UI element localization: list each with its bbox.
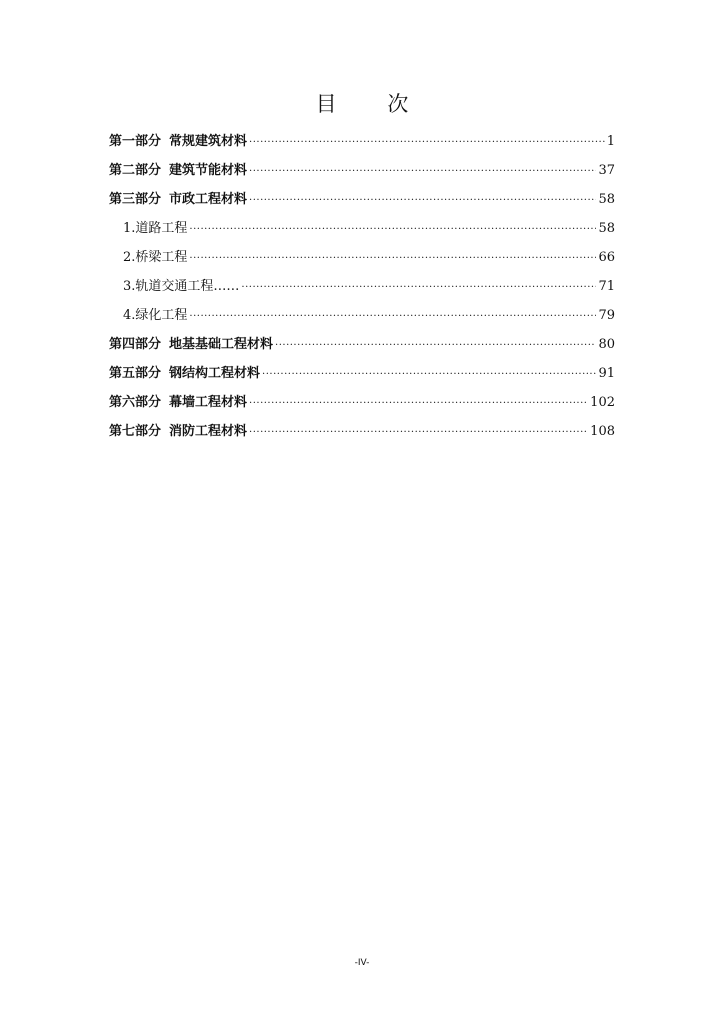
dot-leader (262, 364, 596, 377)
toc-entry-title: 2.桥梁工程 (123, 250, 188, 265)
toc-page-number: 58 (598, 192, 615, 207)
toc-page-number: 102 (590, 395, 615, 410)
toc-page-number: 80 (598, 337, 615, 352)
toc-entry-title: 常规建筑材料 (169, 134, 248, 149)
toc-page-number: 79 (598, 308, 615, 323)
toc-entry-title: 4.绿化工程 (123, 308, 188, 323)
dot-leader (249, 161, 596, 174)
toc-part-number: 第一部分 (109, 134, 162, 149)
toc-part-number: 第二部分 (109, 163, 162, 178)
toc-list (109, 130, 615, 449)
toc-entry-title: 钢结构工程材料 (169, 366, 261, 381)
toc-heading: 目 次 (315, 92, 431, 116)
toc-entry-title: 3.轨道交通工程…… (123, 279, 240, 294)
toc-entry-part-3[interactable] (109, 188, 615, 217)
toc-page-number: 58 (598, 221, 615, 236)
toc-page-number: 1 (606, 134, 615, 149)
toc-entry-sub-4[interactable] (109, 304, 615, 333)
toc-entry-title: 幕墙工程材料 (169, 395, 248, 410)
toc-page-number: 91 (598, 366, 615, 381)
toc-entry-part-5[interactable] (109, 362, 615, 391)
dot-leader (189, 219, 596, 232)
dot-leader (249, 422, 588, 435)
toc-part-number: 第五部分 (109, 366, 162, 381)
toc-entry-sub-2[interactable] (109, 246, 615, 275)
toc-part-number: 第七部分 (109, 424, 162, 439)
dot-leader (249, 132, 605, 145)
toc-entry-part-1[interactable] (109, 130, 615, 159)
dot-leader (249, 190, 596, 203)
page-number-footer: -IV- (354, 958, 370, 968)
dot-leader (189, 248, 596, 261)
toc-entry-part-4[interactable] (109, 333, 615, 362)
toc-entry-title: 消防工程材料 (169, 424, 248, 439)
toc-entry-title: 建筑节能材料 (169, 163, 248, 178)
dot-leader (275, 335, 596, 348)
toc-entry-title: 地基基础工程材料 (169, 337, 274, 352)
dot-leader (249, 393, 588, 406)
toc-page-number: 66 (598, 250, 615, 265)
toc-entry-part-2[interactable] (109, 159, 615, 188)
toc-page-number: 37 (598, 163, 615, 178)
toc-entry-title: 市政工程材料 (169, 192, 248, 207)
toc-entry-part-7[interactable] (109, 420, 615, 449)
toc-entry-sub-1[interactable] (109, 217, 615, 246)
toc-page-number: 108 (590, 424, 615, 439)
toc-part-number: 第三部分 (109, 192, 162, 207)
toc-page-number: 71 (598, 279, 615, 294)
toc-part-number: 第四部分 (109, 337, 162, 352)
toc-part-number: 第六部分 (109, 395, 162, 410)
toc-entry-part-6[interactable] (109, 391, 615, 420)
toc-entry-title: 1.道路工程 (123, 221, 188, 236)
dot-leader (189, 306, 596, 319)
toc-entry-sub-3[interactable] (109, 275, 615, 304)
dot-leader (241, 277, 596, 290)
